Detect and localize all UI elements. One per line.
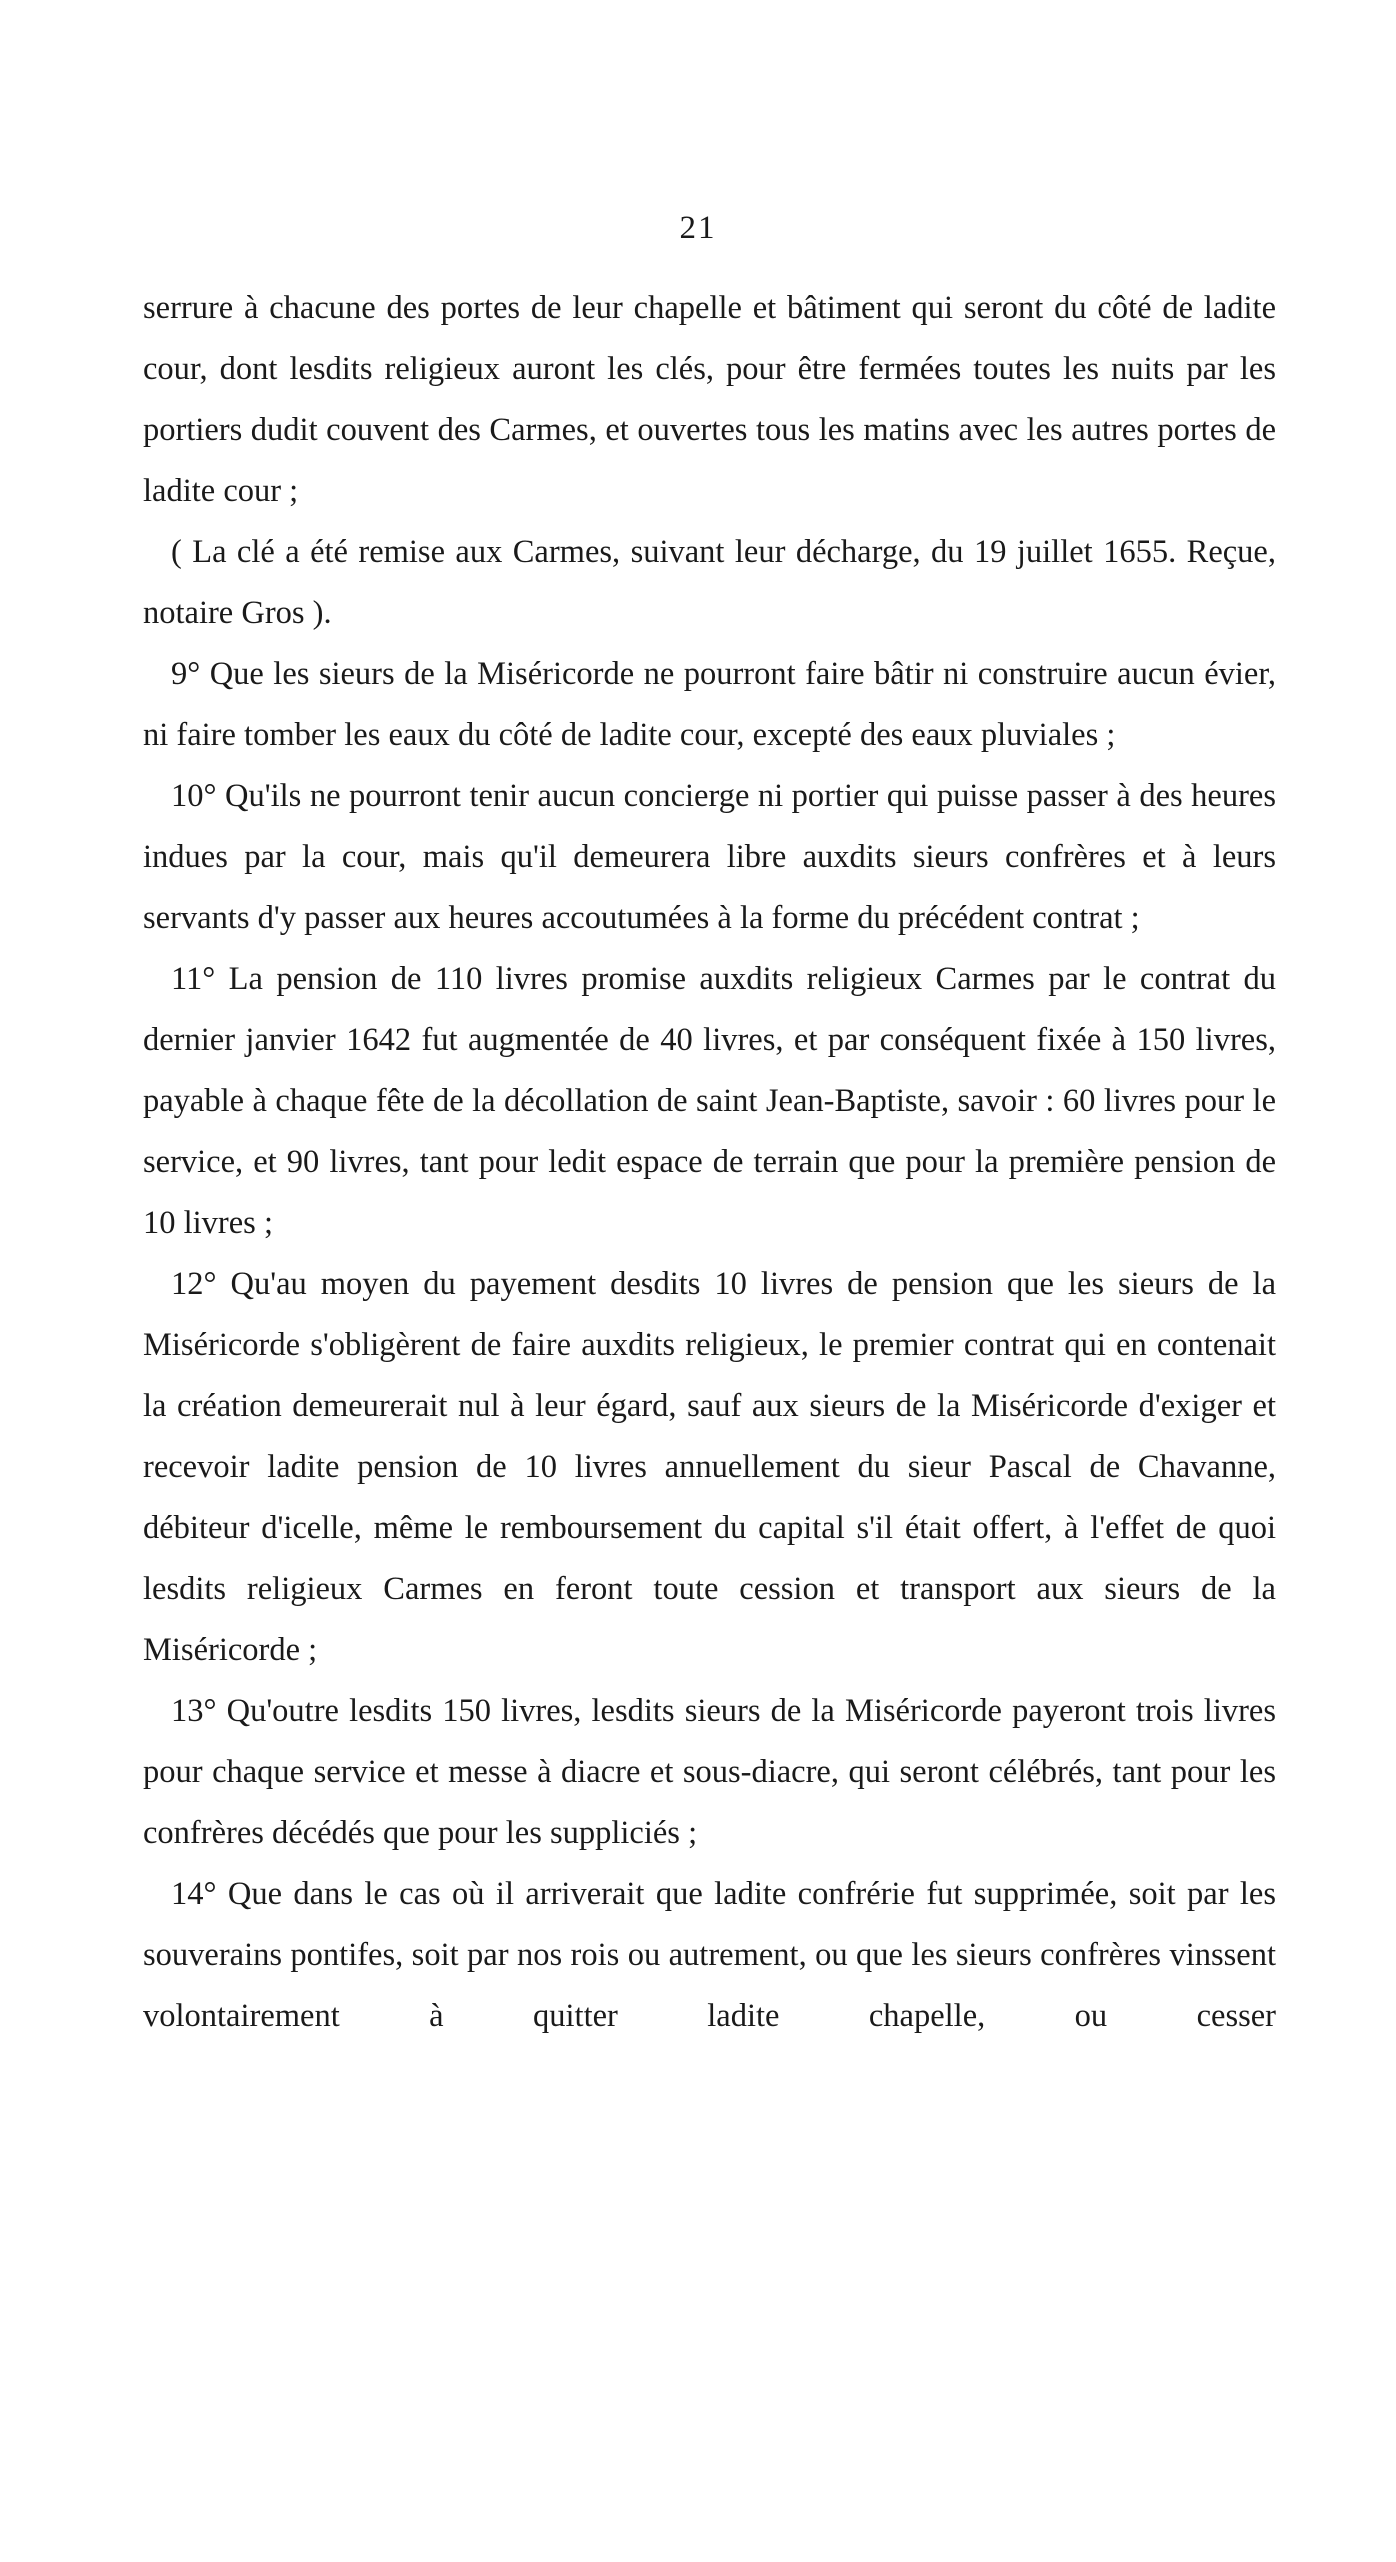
body-text [143,278,1276,2047]
paragraph-article-14: 14° Que dans le cas où il arriverait que ladite confrérie fut supprimée, soit par les souverains pontifes, soit par nos rois ou autrement, ou que les sieurs confrères vinssent volontairement à quitter ladite chapelle, ou cesser [143,1876,1276,2034]
paragraph-article-11: 11° La pension de 110 livres promise auxdits religieux Carmes par le contrat du dernier janvier 1642 fut augmentée de 40 livres, et par conséquent fixée à 150 livres, payable à chaque fête de la décollation de saint Jean-Baptiste, savoir : 60 livres pour le service, et 90 livres, tant pour ledit espace de terrain que pour la première pension de 10 livres ; [143,961,1276,1241]
paragraph-article-10: 10° Qu'ils ne pourront tenir aucun concierge ni portier qui puisse passer à des heures indues par la cour, mais qu'il demeurera libre auxdits sieurs confrères et à leurs servants d'y passer aux heures accoutumées à la forme du précédent contrat ; [143,778,1276,936]
paragraph-note-key: ( La clé a été remise aux Carmes, suivant leur décharge, du 19 juillet 1655. Reçue, notaire Gros ). [143,534,1276,631]
paragraph-article-13: 13° Qu'outre lesdits 150 livres, lesdits sieurs de la Miséricorde payeront trois livres pour chaque service et messe à diacre et sous-diacre, qui seront célébrés, tant pour les confrères décédés que pour les suppliciés ; [143,1693,1276,1851]
paragraph-continuation: serrure à chacune des portes de leur chapelle et bâtiment qui seront du côté de ladite cour, dont lesdits religieux auront les clés, pour être fermées toutes les nuits par les portiers dudit couvent des Carmes, et ouvertes tous les matins avec les autres portes de ladite cour ; [143,290,1276,509]
paragraph-article-12: 12° Qu'au moyen du payement desdits 10 livres de pension que les sieurs de la Miséricorde s'obligèrent de faire auxdits religieux, le premier contrat qui en contenait la création demeurerait nul à leur égard, sauf aux sieurs de la Miséricorde d'exiger et recevoir ladite pension de 10 livres annuellement du sieur Pascal de Chavanne, débiteur d'icelle, même le remboursement du capital s'il était offert, à l'effet de quoi lesdits religieux Carmes en feront toute cession et transport aux sieurs de la Miséricorde ; [143,1266,1276,1668]
paragraph-article-9: 9° Que les sieurs de la Miséricorde ne pourront faire bâtir ni construire aucun évier, ni faire tomber les eaux du côté de ladite cour, excepté des eaux pluviales ; [143,656,1276,753]
page-number: 21 [679,210,717,246]
